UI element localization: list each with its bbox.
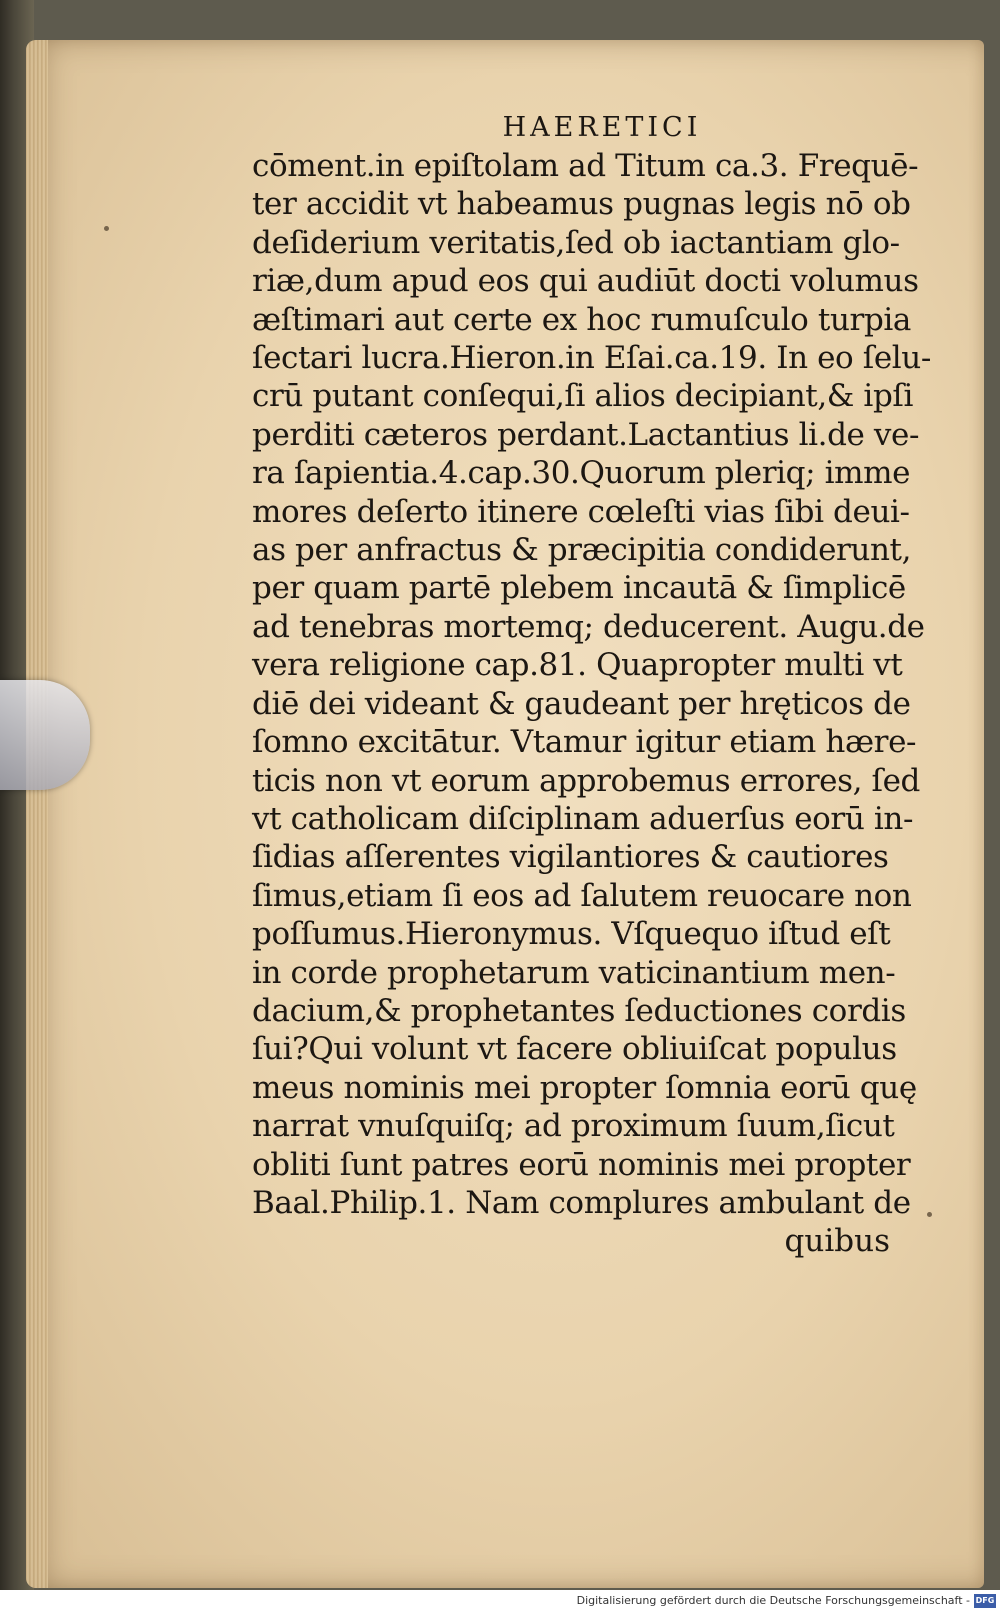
ink-speck: [104, 226, 109, 231]
dfg-logo: DFG: [974, 1594, 996, 1608]
page-text: [252, 112, 931, 1260]
text-line: vt catholicam diſciplinam aduerſus eorū in-: [252, 800, 914, 837]
text-line: ra ſapientia.4.cap.30.Quorum pleriq; imme: [252, 455, 911, 492]
text-line: ter accidit vt habeamus pugnas legis nō ob: [252, 186, 911, 223]
text-line: Baal.Philip.1. Nam complures ambulant de: [252, 1184, 911, 1221]
running-head: HAERETICI: [502, 112, 702, 143]
text-line: ſimus,etiam ſi eos ad ſalutem reuocare non: [252, 877, 912, 914]
text-line: ſectari lucra.Hieron.in Eſai.ca.19. In eo ſelu-: [252, 340, 931, 377]
text-line: perditi cæteros perdant.Lactantius li.de ve-: [252, 416, 920, 453]
text-line: crū putant conſequi,ſi alios decipiant,& ipſi: [252, 378, 913, 415]
text-line: narrat vnuſquiſq; ad proximum ſuum,ſicut: [252, 1108, 895, 1145]
text-line: cōment.in epiſtolam ad Titum ca.3. Frequē-: [252, 148, 919, 184]
ink-speck: [927, 1212, 932, 1217]
text-line: ad tenebras mortemq; deducerent. Augu.de: [252, 608, 925, 645]
text-line: meus nominis mei propter ſomnia eorū quę: [252, 1069, 917, 1106]
text-line: dacium,& prophetantes ſeductiones cordis: [252, 992, 906, 1029]
text-line: deſiderium veritatis,ſed ob iactantiam glo-: [252, 224, 900, 261]
text-line: vera religione cap.81. Quapropter multi vt: [252, 647, 903, 684]
text-line: per quam partē plebem incautā & ſimplicē: [252, 570, 906, 607]
funding-credit: Digitalisierung gefördert durch die Deutsche Forschungsgemeinschaft -: [576, 1594, 970, 1607]
book-clasp: [0, 680, 90, 790]
text-line: ſidias aſſerentes vigilantiores & cautiores: [252, 839, 889, 876]
text-line: ticis non vt eorum approbemus errores, ſed: [252, 762, 920, 799]
text-line: diē dei videant & gaudeant per hręticos de: [252, 685, 911, 722]
text-line: in corde prophetarum vaticinantium men-: [252, 954, 896, 991]
text-line: riæ,dum apud eos qui audiūt docti volumus: [252, 263, 919, 300]
text-line: ſui?Qui volunt vt facere obliuiſcat populus: [252, 1031, 897, 1068]
text-line: mores deſerto itinere cœleſti vias ſibi deui-: [252, 493, 910, 530]
text-line: obliti ſunt patres eorū nominis mei propter: [252, 1146, 911, 1183]
text-line: æſtimari aut certe ex hoc rumuſculo turpia: [252, 301, 911, 338]
footer-bar: [0, 1590, 1000, 1613]
text-line: ſomno excitātur. Vtamur igitur etiam hære-: [252, 724, 917, 761]
page-edges: [26, 40, 48, 1588]
text-line: poſſumus.Hieronymus. Vſquequo iſtud eſt: [252, 916, 891, 953]
text-line: as per anfractus & præcipitia condiderunt,: [252, 532, 912, 569]
catchword: quibus: [784, 1223, 890, 1260]
